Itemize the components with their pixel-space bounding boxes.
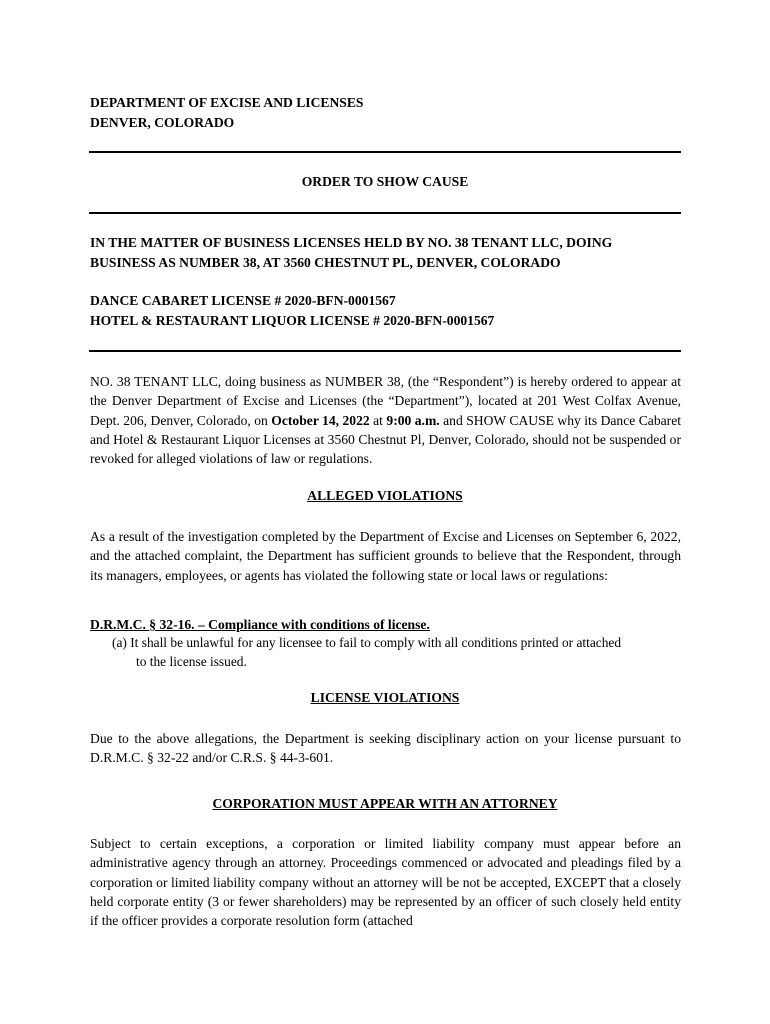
code-section-heading [90, 615, 681, 634]
matter-line-2: BUSINESS AS NUMBER 38, AT 3560 CHESTNUT PL, DENVER, COLORADO [90, 255, 561, 270]
license-violations-heading: LICENSE VIOLATIONS [310, 690, 460, 705]
code-section-title: D.R.M.C. § 32-16. – Compliance with conditions of license. [90, 617, 430, 632]
hearing-time: 9:00 a.m. [386, 412, 440, 428]
matter-caption [90, 233, 612, 273]
agency-location: DENVER, COLORADO [90, 114, 235, 130]
divider-top [89, 151, 681, 153]
license-violations-body: Due to the above allegations, the Department is seeking disciplinary action on your license pursuant to D.R.M.C. § 32-22 and/or C.R.S. § 44-3-601. [90, 731, 681, 766]
intro-text-1: NO. 38 TENANT LLC, doing business as NUMBER 38, (the “Respondent”) is hereby ordered to appear at the Denver Department of Excise and Licenses (the “Department”), located at 201 West Colfax Avenue, Dept. 206, Denver, Colorado, on [90, 374, 681, 428]
license-numbers [90, 291, 494, 331]
code-section-item [112, 633, 681, 672]
matter-line-1: IN THE MATTER OF BUSINESS LICENSES HELD BY NO. 38 TENANT LLC, DOING [90, 235, 613, 250]
hearing-date: October 14, 2022 [271, 412, 370, 428]
corporation-body: Subject to certain exceptions, a corporation or limited liability company must appear before an administrative agency through an attorney. Proceedings commenced or advocated and pleadings filed by a corporation or limited liability company without an attorney will be not be accepted, EXCEPT that a closely held corporate entity (3 or fewer shareholders) may be represented by an officer of such closely held entity if the officer provides a corporate resolution form (attached [90, 836, 681, 929]
dance-cabaret-license: DANCE CABARET LICENSE # 2020-BFN-0001567 [90, 293, 396, 308]
intro-text-2: at [369, 412, 387, 428]
code-item-line-1: (a) It shall be unlawful for any licensee to fail to comply with all conditions printed or attached [112, 635, 622, 650]
agency-header [90, 93, 363, 132]
alleged-violations-heading: ALLEGED VIOLATIONS [307, 488, 463, 503]
alleged-violations-body: As a result of the investigation completed by the Department of Excise and Licenses on September 6, 2022, and the attached complaint, the Department has sufficient grounds to believe that the Respondent, through its managers, employees, or agents has violated the following state or local laws or regulations: [90, 529, 681, 583]
liquor-license: HOTEL & RESTAURANT LIQUOR LICENSE # 2020-BFN-0001567 [90, 313, 495, 328]
divider-caption [89, 350, 681, 352]
agency-name: DEPARTMENT OF EXCISE AND LICENSES [90, 95, 364, 110]
corporation-heading: CORPORATION MUST APPEAR WITH AN ATTORNEY [212, 796, 558, 811]
code-item-line-2: to the license issued. [136, 654, 247, 670]
intro-paragraph [90, 372, 681, 468]
intro-text-3: and SHOW CAUSE why its Dance Cabaret and Hotel & Restaurant Liquor Licenses at 3560 Chestnut Pl, Denver, Colorado, should not be suspended or revoked for alleged violations of law or regulations. [90, 412, 682, 467]
document-title: ORDER TO SHOW CAUSE [301, 174, 469, 189]
divider-title [89, 212, 681, 214]
